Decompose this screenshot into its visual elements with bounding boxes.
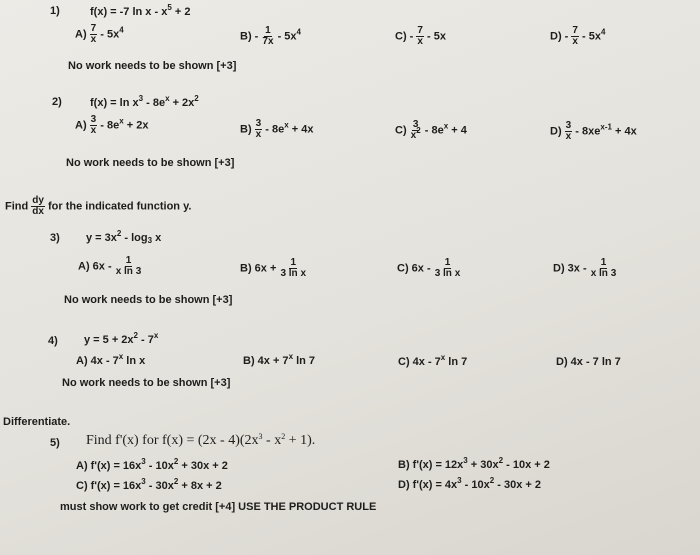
q5-function: Find f'(x) for $f(x) = (2x - 4)(2x^3 - x^2 + 1)$. <box>86 432 316 448</box>
differentiate-heading: Differentiate. <box>3 416 71 428</box>
q2-option-c[interactable]: C) $\frac{3}{x^2}$ - $8e^x + 4$ <box>395 119 467 141</box>
q3-option-a[interactable]: A) 6x - $\frac{1}{\text{x ln 3}}$ <box>78 255 142 277</box>
find-derivative-heading: Find $\frac{dy}{dx}$ for the indicated function y. <box>5 195 192 217</box>
q3-option-d[interactable]: D) 3x - $\frac{1}{\text{x ln 3}}$ <box>553 257 617 279</box>
q5-number: 5) <box>50 437 60 449</box>
q3-function: $y = 3x^2 - \log_3 x$ <box>86 229 162 245</box>
q2-option-a[interactable]: A) $\frac{3}{x}$ - $8e^x + 2x$ <box>75 114 149 136</box>
q2-number: 2) <box>52 96 62 108</box>
q1-instruction: No work needs to be shown [+3] <box>68 60 237 72</box>
q4-instruction: No work needs to be shown [+3] <box>62 377 231 389</box>
q1-number: 1) <box>50 5 60 17</box>
q3-number: 3) <box>50 232 60 244</box>
q1-option-d[interactable]: D) - $\frac{7}{x}$ - $5x^4$ <box>550 25 606 47</box>
q4-number: 4) <box>48 335 58 347</box>
q3-option-b[interactable]: B) 6x + $\frac{1}{\text{3 ln x}}$ <box>240 257 307 279</box>
q4-option-c[interactable]: C) 4x - 7$^x$ ln 7 <box>398 353 468 368</box>
q2-function: $f(x) = \ln x^3 - 8e^x + 2x^2$ <box>90 94 199 109</box>
q2-option-b[interactable]: B) $\frac{3}{x}$ - $8e^x + 4x$ <box>240 118 314 140</box>
q2-instruction: No work needs to be shown [+3] <box>66 157 235 169</box>
q5-option-b[interactable]: B) $f'(x) = 12x^3 + 30x^2 - 10x + 2$ <box>398 456 550 471</box>
q4-option-d[interactable]: D) 4x - 7 ln 7 <box>556 356 621 368</box>
q4-function: $y = 5 + 2x^2 - 7^x$ <box>84 331 159 346</box>
q5-instruction: must show work to get credit [+4] USE THE PRODUCT RULE <box>60 501 377 513</box>
q5-option-d[interactable]: D) $f'(x) = 4x^3 - 10x^2 - 30x + 2$ <box>398 476 542 491</box>
q5-option-a[interactable]: A) $f'(x) = 16x^3 - 10x^2 + 30x + 2$ <box>76 457 228 472</box>
q5-option-c[interactable]: C) $f'(x) = 16x^3 - 30x^2 + 8x + 2$ <box>76 477 222 492</box>
q1-function: f(x) = -7 $\ln x - x^5 + 2$ <box>90 3 191 18</box>
q1-option-b[interactable]: B) - $\frac{1}{7x}$ - $5x^4$ <box>240 25 301 47</box>
q2-option-d[interactable]: D) $\frac{3}{x}$ - $8xe^{x-1} + 4x$ <box>550 120 637 142</box>
q4-option-a[interactable]: A) 4x - 7$^x$ ln x <box>76 352 146 367</box>
q1-option-a[interactable]: A) $\frac{7}{x}$ - $5x^4$ <box>75 23 124 45</box>
q3-option-c[interactable]: C) 6x - $\frac{1}{\text{3 ln x}}$ <box>397 257 461 279</box>
q3-instruction: No work needs to be shown [+3] <box>64 294 233 306</box>
q4-option-b[interactable]: B) $4x + 7^x$ ln 7 <box>243 352 316 367</box>
q1-option-c[interactable]: C) - $\frac{7}{x}$ - 5x <box>395 25 446 47</box>
